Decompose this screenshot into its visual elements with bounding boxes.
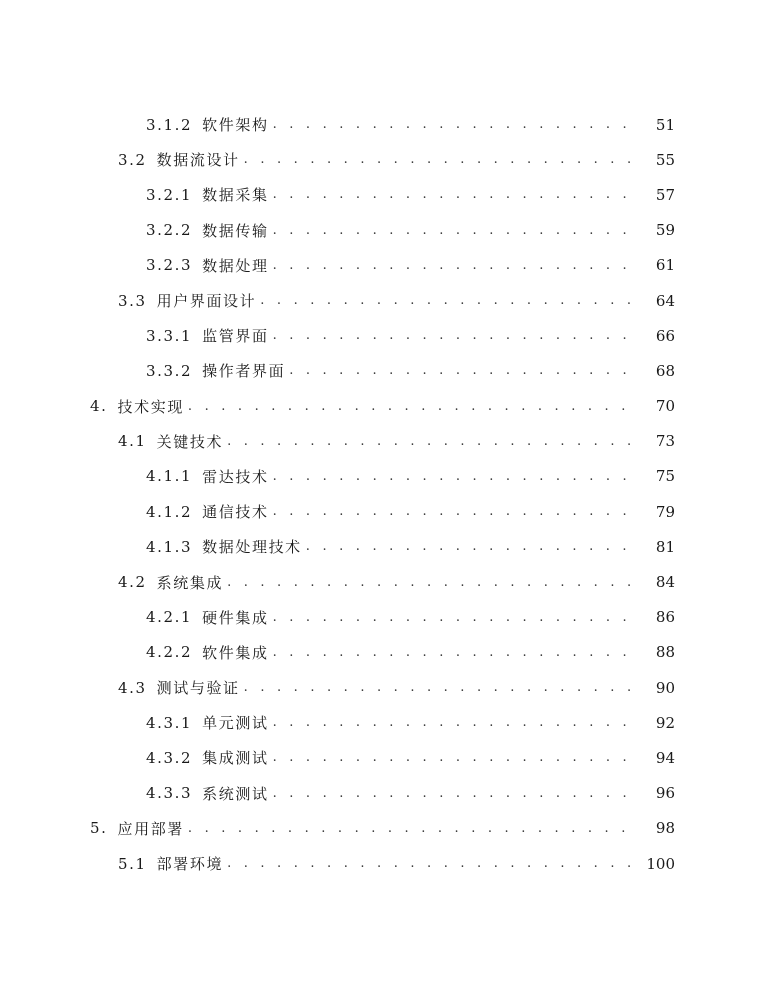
toc-entry-page: 96: [655, 784, 675, 803]
toc-entry-page: 100: [646, 854, 675, 873]
toc-entry[interactable]: [0, 564, 765, 599]
toc-entry-number: 4.2: [118, 573, 147, 592]
toc-entry-title: 数据处理: [202, 256, 269, 275]
toc-entry-number: 3.1.2: [146, 115, 193, 134]
toc-entry-title: 单元测试: [202, 714, 269, 733]
dot-leader: [188, 399, 633, 414]
dot-leader: [273, 750, 633, 765]
toc-entry-number: 4.3.1: [146, 713, 193, 732]
toc-entry-number: 3.2.1: [146, 185, 193, 204]
toc-entry[interactable]: [0, 494, 765, 529]
toc-entry[interactable]: [0, 529, 765, 564]
toc-entry-title: 软件集成: [202, 643, 269, 662]
toc-entry-number: 4.3.2: [146, 748, 193, 767]
toc-entry-page: 59: [655, 221, 675, 240]
toc-entry[interactable]: [0, 213, 765, 248]
toc-entry-title: 用户界面设计: [156, 292, 257, 311]
dot-leader: [244, 680, 633, 695]
toc-entry[interactable]: [0, 635, 765, 670]
toc-entry-page: 55: [655, 150, 675, 169]
toc-entry-page: 70: [655, 397, 675, 416]
dot-leader: [289, 363, 633, 378]
toc-entry-number: 4.1.1: [146, 467, 193, 486]
toc-entry-number: 4.1.2: [146, 502, 193, 521]
table-of-contents: [0, 107, 765, 881]
dot-leader: [273, 504, 633, 519]
toc-entry-number: 4.: [90, 397, 108, 416]
toc-entry-page: 88: [655, 643, 675, 662]
toc-entry[interactable]: [0, 811, 765, 846]
toc-entry-page: 61: [655, 256, 675, 275]
toc-entry[interactable]: [0, 670, 765, 705]
toc-entry-number: 5.1: [118, 854, 147, 873]
dot-leader: [306, 539, 633, 554]
toc-entry-title: 技术实现: [117, 397, 184, 416]
toc-entry[interactable]: [0, 705, 765, 740]
toc-entry-page: 81: [655, 537, 675, 556]
toc-entry-page: 84: [655, 573, 675, 592]
toc-entry-title: 应用部署: [117, 819, 184, 838]
toc-entry[interactable]: [0, 142, 765, 177]
toc-entry-page: 68: [655, 361, 675, 380]
toc-entry[interactable]: [0, 776, 765, 811]
toc-entry-number: 4.3: [118, 678, 147, 697]
toc-entry-title: 软件架构: [202, 116, 269, 135]
toc-entry-page: 57: [655, 185, 675, 204]
dot-leader: [188, 821, 633, 836]
dot-leader: [273, 258, 633, 273]
toc-entry-number: 3.2.2: [146, 221, 193, 240]
dot-leader: [227, 575, 633, 590]
toc-entry-page: 51: [655, 115, 675, 134]
toc-entry-title: 硬件集成: [202, 608, 269, 627]
toc-entry[interactable]: [0, 107, 765, 142]
toc-entry-page: 79: [655, 502, 675, 521]
toc-entry-title: 监管界面: [202, 327, 269, 346]
dot-leader: [273, 786, 633, 801]
toc-entry-title: 雷达技术: [202, 467, 269, 486]
toc-entry-page: 66: [655, 326, 675, 345]
dot-leader: [244, 152, 633, 167]
dot-leader: [273, 715, 633, 730]
toc-entry-number: 5.: [90, 819, 108, 838]
toc-entry-title: 系统测试: [202, 784, 269, 803]
dot-leader: [273, 187, 633, 202]
toc-entry-page: 90: [655, 678, 675, 697]
toc-entry[interactable]: [0, 283, 765, 318]
dot-leader: [227, 434, 633, 449]
toc-entry[interactable]: [0, 248, 765, 283]
toc-entry-page: 73: [655, 432, 675, 451]
dot-leader: [273, 328, 633, 343]
toc-entry-title: 测试与验证: [156, 679, 240, 698]
toc-entry-number: 4.3.3: [146, 784, 193, 803]
dot-leader: [227, 856, 633, 871]
dot-leader: [273, 223, 633, 238]
toc-entry-title: 关键技术: [156, 432, 224, 451]
toc-entry-title: 数据处理技术: [202, 538, 302, 557]
toc-entry-number: 3.3.1: [146, 326, 193, 345]
toc-entry-page: 98: [655, 819, 675, 838]
toc-entry-number: 4.1.3: [146, 537, 193, 556]
toc-entry[interactable]: [0, 600, 765, 635]
dot-leader: [273, 610, 633, 625]
toc-entry-page: 92: [655, 713, 675, 732]
toc-entry-page: 94: [655, 748, 675, 767]
toc-entry[interactable]: [0, 389, 765, 424]
toc-entry[interactable]: [0, 740, 765, 775]
toc-entry-page: 64: [655, 291, 675, 310]
toc-entry-title: 通信技术: [202, 503, 269, 522]
toc-entry-title: 部署环境: [156, 855, 224, 874]
toc-entry[interactable]: [0, 459, 765, 494]
dot-leader: [260, 293, 633, 308]
toc-entry-number: 3.3: [118, 291, 147, 310]
toc-entry-number: 4.2.1: [146, 608, 193, 627]
toc-entry-title: 数据流设计: [156, 151, 240, 170]
toc-entry-number: 3.3.2: [146, 361, 193, 380]
toc-entry[interactable]: [0, 318, 765, 353]
toc-entry[interactable]: [0, 424, 765, 459]
dot-leader: [273, 645, 633, 660]
dot-leader: [273, 117, 633, 132]
toc-entry-number: 4.1: [118, 432, 147, 451]
toc-entry-title: 系统集成: [156, 573, 224, 592]
toc-entry[interactable]: [0, 846, 765, 881]
toc-entry[interactable]: [0, 177, 765, 212]
toc-entry-title: 操作者界面: [202, 362, 286, 381]
toc-entry-number: 4.2.2: [146, 643, 193, 662]
toc-entry-title: 数据传输: [202, 221, 269, 240]
toc-entry-page: 86: [655, 608, 675, 627]
toc-entry-number: 3.2.3: [146, 256, 193, 275]
dot-leader: [273, 469, 633, 484]
toc-entry[interactable]: [0, 353, 765, 388]
toc-entry-title: 集成测试: [202, 749, 269, 768]
toc-entry-number: 3.2: [118, 150, 147, 169]
toc-entry-title: 数据采集: [202, 186, 269, 205]
toc-entry-page: 75: [655, 467, 675, 486]
